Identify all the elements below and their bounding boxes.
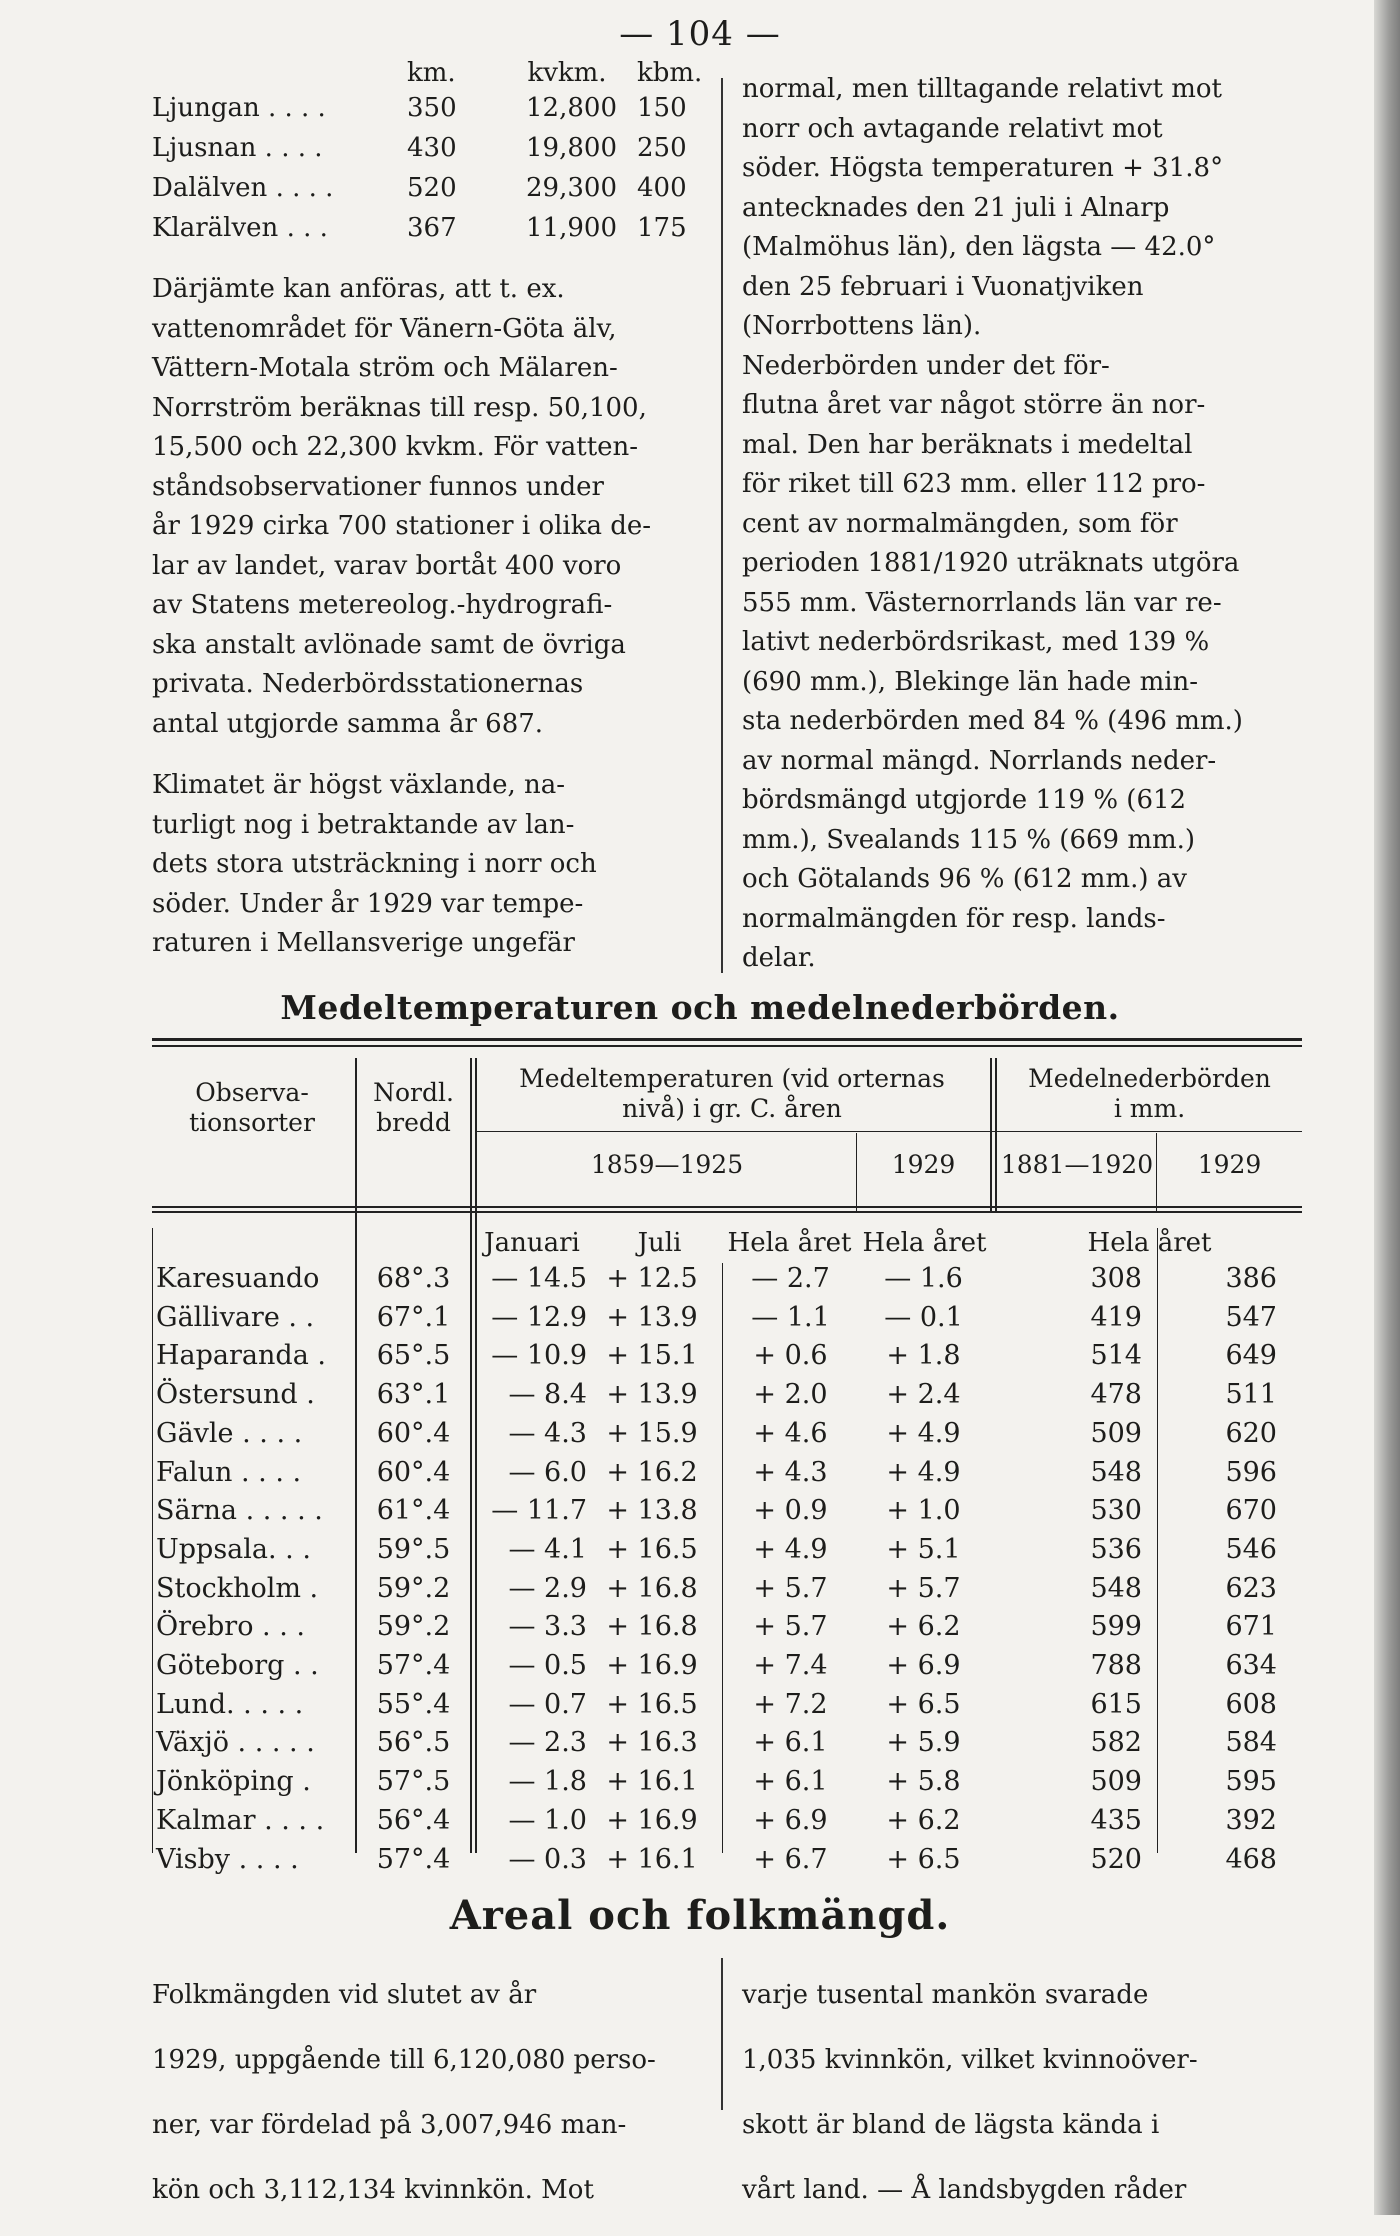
cell-year: + 0.9 [753,1495,828,1527]
cell-p1929: 546 [1225,1533,1277,1565]
text-line: söder. Högsta temperaturen + 31.8° [742,153,1224,183]
cell-p_norm: 419 [1090,1301,1142,1333]
cell-station: Gällivare . . [156,1301,315,1333]
cell-p1929: 392 [1225,1804,1277,1836]
cell-y1929: + 6.5 [886,1688,961,1720]
river-table [152,58,702,248]
cell-jan: — 6.0 [508,1456,587,1488]
river-row [152,88,702,128]
river-kbm: 400 [637,173,687,203]
cell-lat: 68°.3 [376,1263,451,1294]
text-line: skott är bland de lägsta kända i [742,2110,1160,2140]
text-line: vårt land. — Å landsbygden råder [742,2175,1187,2205]
rule [152,1045,1302,1047]
cell-jan: — 0.5 [508,1650,587,1681]
header-precip-period: 1881—1920 [1000,1150,1154,1179]
rule [152,1206,1302,1208]
river-row [152,168,702,208]
text-line: 555 mm. Västernorrlands län var re- [742,587,1222,618]
cell-station: Haparanda . [156,1340,326,1372]
header-temp-year: 1929 [891,1150,956,1179]
cell-p1929: 649 [1225,1340,1277,1372]
text-line: den 25 februari i Vuonatjviken [742,271,1144,302]
river-row [152,128,702,168]
cell-jul: + 13.8 [606,1495,698,1527]
text-line: Norrström beräknas till resp. 50,100, [152,392,647,423]
table-row [152,1418,1302,1457]
table-row [152,1495,1302,1534]
cell-p_norm: 548 [1090,1572,1142,1604]
text-line: 1929, uppgående till 6,120,080 perso- [152,2045,656,2075]
text-line: Vättern-Motala ström och Mälaren- [152,353,618,383]
cell-lat: 56°.4 [376,1804,451,1836]
table-row [152,1340,1302,1379]
text-line: bördsmängd utgjorde 119 % (612 [742,785,1187,815]
cell-jan: — 0.3 [508,1843,587,1875]
cell-jul: + 16.9 [606,1804,698,1836]
river-row [152,208,702,248]
river-kvkm: 11,900 [526,213,617,243]
cell-p_norm: 509 [1090,1766,1142,1798]
text-line: delar. [742,943,816,973]
text-line: lar av landet, varav bortåt 400 voro [152,550,622,581]
cell-jan: — 4.3 [508,1417,587,1449]
header-whole-year-1929: Hela året [862,1228,987,1258]
cell-station: Gävle . . . . [156,1417,303,1449]
cell-p_norm: 509 [1090,1417,1142,1449]
table-row [152,1611,1302,1650]
cell-y1929: + 1.0 [886,1495,961,1527]
cell-y1929: + 6.9 [886,1650,961,1681]
left-column-text [152,270,702,964]
text-line: flutna året var något större än nor- [742,390,1206,420]
cell-year: + 2.0 [753,1379,828,1411]
cell-station: Kalmar . . . . [156,1804,325,1836]
table-title: Medeltemperaturen och medelnederbörden. [280,988,1120,1027]
rule [152,1211,1302,1213]
cell-year: + 7.2 [753,1688,828,1720]
cell-y1929: + 6.2 [886,1804,961,1836]
cell-p_norm: 530 [1090,1495,1142,1527]
table-row [152,1534,1302,1573]
cell-p1929: 623 [1225,1572,1277,1604]
table-row [152,1302,1302,1341]
table-row [152,1457,1302,1496]
cell-p1929: 511 [1225,1379,1277,1411]
cell-p_norm: 599 [1090,1611,1142,1643]
header-stations: Observa- tionsorter [189,1078,315,1137]
text-line: antecknades den 21 juli i Alnarp [742,192,1170,223]
cell-jan: — 10.9 [491,1340,587,1372]
cell-station: Visby . . . . [156,1843,299,1875]
text-line: ner, var fördelad på 3,007,946 man- [152,2110,627,2140]
text-line: av Statens metereolog.-hydrografi- [152,590,613,620]
column-divider [721,78,723,973]
header-kbm: kbm. [637,58,703,88]
bottom-right-text [742,1950,1297,2236]
text-line: perioden 1881/1920 uträknats utgöra [742,548,1240,578]
cell-lat: 67°.1 [376,1301,451,1333]
climate-table [152,1038,1302,1875]
cell-p1929: 595 [1225,1766,1277,1798]
cell-station: Uppsala. . . [156,1533,311,1565]
paragraph-population [152,1976,702,2210]
cell-lat: 59°.2 [376,1611,451,1643]
paragraph-population-ratio [742,1976,1297,2210]
cell-lat: 63°.1 [376,1379,451,1411]
rule [477,1131,1302,1132]
text-line: privata. Nederbördsstationernas [152,669,584,699]
cell-p_norm: 582 [1090,1727,1142,1759]
cell-jan: — 4.1 [508,1533,587,1565]
cell-p1929: 547 [1225,1301,1277,1333]
header-july: Juli [637,1228,682,1258]
cell-lat: 60°.4 [376,1456,451,1488]
text-line: söder. Under år 1929 var tempe- [152,888,584,919]
cell-lat: 59°.2 [376,1572,451,1604]
right-column-text [742,70,1297,979]
text-line: (Norrbottens län). [742,311,982,341]
header-whole-year: Hela året [727,1228,852,1258]
paragraph-climate [152,766,702,964]
header-precip-year: 1929 [1197,1150,1262,1179]
rule [152,1038,1302,1041]
cell-jul: + 13.9 [606,1301,698,1333]
cell-station: Jönköping . [156,1766,311,1798]
cell-p_norm: 308 [1090,1263,1142,1294]
river-name: Ljusnan . . . . [152,133,323,163]
text-line: kön och 3,112,134 kvinnkön. Mot [152,2175,594,2205]
river-table-header [152,58,702,88]
cell-station: Karesuando [156,1263,320,1294]
river-kvkm: 19,800 [526,133,617,163]
cell-station: Lund. . . . . [156,1688,304,1720]
table-row [152,1689,1302,1728]
cell-jul: + 16.1 [606,1843,698,1875]
text-line: år 1929 cirka 700 stationer i olika de- [152,511,652,541]
cell-p_norm: 788 [1090,1650,1142,1681]
cell-lat: 59°.5 [376,1533,451,1565]
header-precipitation-group: Medelnederbörden i mm. [1028,1064,1271,1123]
cell-jan: — 2.9 [508,1572,587,1604]
cell-p1929: 620 [1225,1417,1277,1449]
header-kvkm: kvkm. [527,58,607,88]
text-line: Därjämte kan anföras, att t. ex. [152,274,565,304]
cell-p_norm: 548 [1090,1456,1142,1488]
cell-y1929: + 1.8 [886,1340,961,1372]
text-line: lativt nederbördsrikast, med 139 % [742,627,1210,657]
text-line: antal utgjorde samma år 687. [152,708,544,739]
cell-jul: + 16.5 [606,1688,698,1720]
table-row [152,1844,1302,1883]
text-line: normal, men tilltagande relativt mot [742,74,1222,104]
river-name: Ljungan . . . . [152,93,326,123]
cell-p_norm: 514 [1090,1340,1142,1372]
cell-y1929: + 2.4 [886,1379,961,1411]
cell-jan: — 0.7 [508,1688,587,1720]
text-line: Klimatet är högst växlande, na- [152,770,566,800]
cell-jan: — 1.8 [508,1766,587,1798]
cell-year: + 0.6 [753,1340,828,1372]
cell-year: — 1.1 [751,1301,830,1333]
header-january: Januari [484,1228,580,1258]
header-temp-period: 1859—1925 [590,1150,744,1179]
cell-p1929: 386 [1225,1263,1277,1294]
cell-jul: + 15.1 [606,1340,698,1372]
cell-p1929: 671 [1225,1611,1277,1643]
cell-lat: 56°.5 [376,1727,451,1759]
river-km: 520 [407,173,457,203]
cell-station: Särna . . . . . [156,1495,323,1527]
cell-year: + 6.1 [753,1766,828,1798]
cell-station: Växjö . . . . . [156,1727,315,1759]
river-kvkm: 29,300 [526,173,617,203]
cell-year: + 7.4 [753,1650,828,1681]
river-kbm: 150 [637,93,687,123]
river-km: 367 [407,213,457,243]
rule [990,1058,992,1213]
cell-p_norm: 520 [1090,1843,1142,1875]
cell-year: + 4.9 [753,1533,828,1565]
text-line: varje tusental mankön svarade [742,1980,1149,2010]
cell-y1929: + 6.5 [886,1843,961,1875]
header-temperature-group: Medeltemperaturen (vid orternas nivå) i gr. C. åren [519,1064,945,1123]
cell-lat: 61°.4 [376,1495,451,1527]
text-line: mal. Den har beräknats i medeltal [742,429,1193,460]
cell-jul: + 15.9 [606,1417,698,1449]
cell-jul: + 16.1 [606,1766,698,1798]
table-row [152,1379,1302,1418]
page-number: — 104 — [619,14,781,54]
cell-p1929: 596 [1225,1456,1277,1488]
section-title: Areal och folkmängd. [449,1892,951,1939]
cell-lat: 55°.4 [376,1688,451,1720]
cell-jul: + 12.5 [606,1263,698,1294]
cell-station: Örebro . . . [156,1611,305,1643]
cell-year: + 4.6 [753,1417,828,1449]
river-kbm: 250 [637,133,687,163]
cell-year: + 4.3 [753,1456,828,1488]
column-divider [721,1958,723,2110]
text-line: 15,500 och 22,300 kvkm. För vatten- [152,432,639,462]
cell-station: Östersund . [156,1379,315,1411]
cell-p1929: 468 [1225,1843,1277,1875]
cell-y1929: + 5.9 [886,1727,961,1759]
cell-y1929: + 6.2 [886,1611,961,1643]
river-kbm: 175 [637,213,687,243]
cell-p_norm: 478 [1090,1379,1142,1411]
cell-y1929: — 1.6 [884,1263,963,1294]
cell-jan: — 12.9 [491,1301,587,1333]
cell-jan: — 2.3 [508,1727,587,1759]
cell-p_norm: 435 [1090,1804,1142,1836]
river-name: Klarälven . . . [152,213,328,243]
text-line: dets stora utsträckning i norr och [152,849,597,879]
cell-lat: 65°.5 [376,1340,451,1372]
cell-y1929: + 5.7 [886,1572,961,1604]
cell-y1929: + 5.8 [886,1766,961,1798]
cell-y1929: + 4.9 [886,1417,961,1449]
cell-jan: — 11.7 [491,1495,587,1527]
header-km: km. [407,58,456,88]
table-row [152,1263,1302,1302]
cell-p_norm: 615 [1090,1688,1142,1720]
header-precip-whole-year: Hela året [1087,1228,1212,1258]
river-km: 350 [407,93,457,123]
text-line: och Götalands 96 % (612 mm.) av [742,864,1187,894]
text-line: för riket till 623 mm. eller 112 pro- [742,469,1206,499]
cell-jan: — 8.4 [508,1379,587,1411]
cell-p1929: 670 [1225,1495,1277,1527]
text-line: sta nederbörden med 84 % (496 mm.) [742,706,1243,736]
text-line: av normal mängd. Norrlands neder- [742,745,1217,776]
table-row [152,1650,1302,1689]
paragraph-temperature-precipitation [742,70,1297,979]
text-line: ståndsobservationer funnos under [152,471,604,502]
cell-p_norm: 536 [1090,1533,1142,1565]
text-line: norr och avtagande relativt mot [742,113,1163,144]
header-latitude: Nordl. bredd [373,1078,454,1137]
cell-p1929: 634 [1225,1650,1277,1681]
text-line: ska anstalt avlönade samt de övriga [152,629,626,660]
cell-jan: — 1.0 [508,1804,587,1836]
cell-y1929: + 4.9 [886,1456,961,1488]
text-line: vattenområdet för Vänern-Göta älv, [152,313,617,344]
cell-jan: — 3.3 [508,1611,587,1643]
table-row [152,1573,1302,1612]
paragraph-hydrography [152,270,702,744]
text-line: cent av normalmängden, som för [742,508,1178,539]
cell-year: + 6.9 [753,1804,828,1836]
cell-year: + 6.7 [753,1843,828,1875]
bottom-left-text [152,1950,702,2236]
cell-jul: + 16.8 [606,1611,698,1643]
cell-year: + 6.1 [753,1727,828,1759]
cell-p1929: 608 [1225,1688,1277,1720]
cell-lat: 57°.4 [376,1843,451,1875]
cell-lat: 57°.4 [376,1650,451,1681]
text-line: 1,035 kvinnkön, vilket kvinnoöver- [742,2045,1198,2075]
page-edge [1374,0,1400,2215]
river-km: 430 [407,133,457,163]
cell-y1929: + 5.1 [886,1533,961,1565]
text-line: (690 mm.), Blekinge län hade min- [742,666,1199,697]
cell-y1929: — 0.1 [884,1301,963,1333]
cell-p1929: 584 [1225,1727,1277,1759]
cell-station: Göteborg . . [156,1650,319,1681]
cell-station: Stockholm . [156,1572,319,1604]
cell-year: — 2.7 [751,1263,830,1294]
cell-year: + 5.7 [753,1611,828,1643]
text-line: (Malmöhus län), den lägsta — 42.0° [742,232,1216,262]
cell-jul: + 16.3 [606,1727,698,1759]
text-line: Folkmängden vid slutet av år [152,1980,537,2010]
cell-lat: 57°.5 [376,1766,451,1798]
river-kvkm: 12,800 [526,93,617,123]
cell-jul: + 16.5 [606,1533,698,1565]
cell-lat: 60°.4 [376,1417,451,1449]
cell-jul: + 16.8 [606,1572,698,1604]
cell-jul: + 13.9 [606,1379,698,1411]
cell-jul: + 16.9 [606,1650,698,1681]
text-line: mm.), Svealands 115 % (669 mm.) [742,824,1196,855]
cell-year: + 5.7 [753,1572,828,1604]
text-line: normalmängden för resp. lands- [742,903,1166,934]
text-line: Nederbörden under det för- [742,350,1110,381]
text-line: raturen i Mellansverige ungefär [152,928,575,958]
river-name: Dalälven . . . . [152,173,334,203]
table-row [152,1805,1302,1844]
text-line: turligt nog i betraktande av lan- [152,809,575,840]
table-row [152,1766,1302,1805]
cell-station: Falun . . . . [156,1456,302,1488]
cell-jul: + 16.2 [606,1456,698,1488]
table-row [152,1727,1302,1766]
cell-jan: — 14.5 [491,1263,587,1294]
